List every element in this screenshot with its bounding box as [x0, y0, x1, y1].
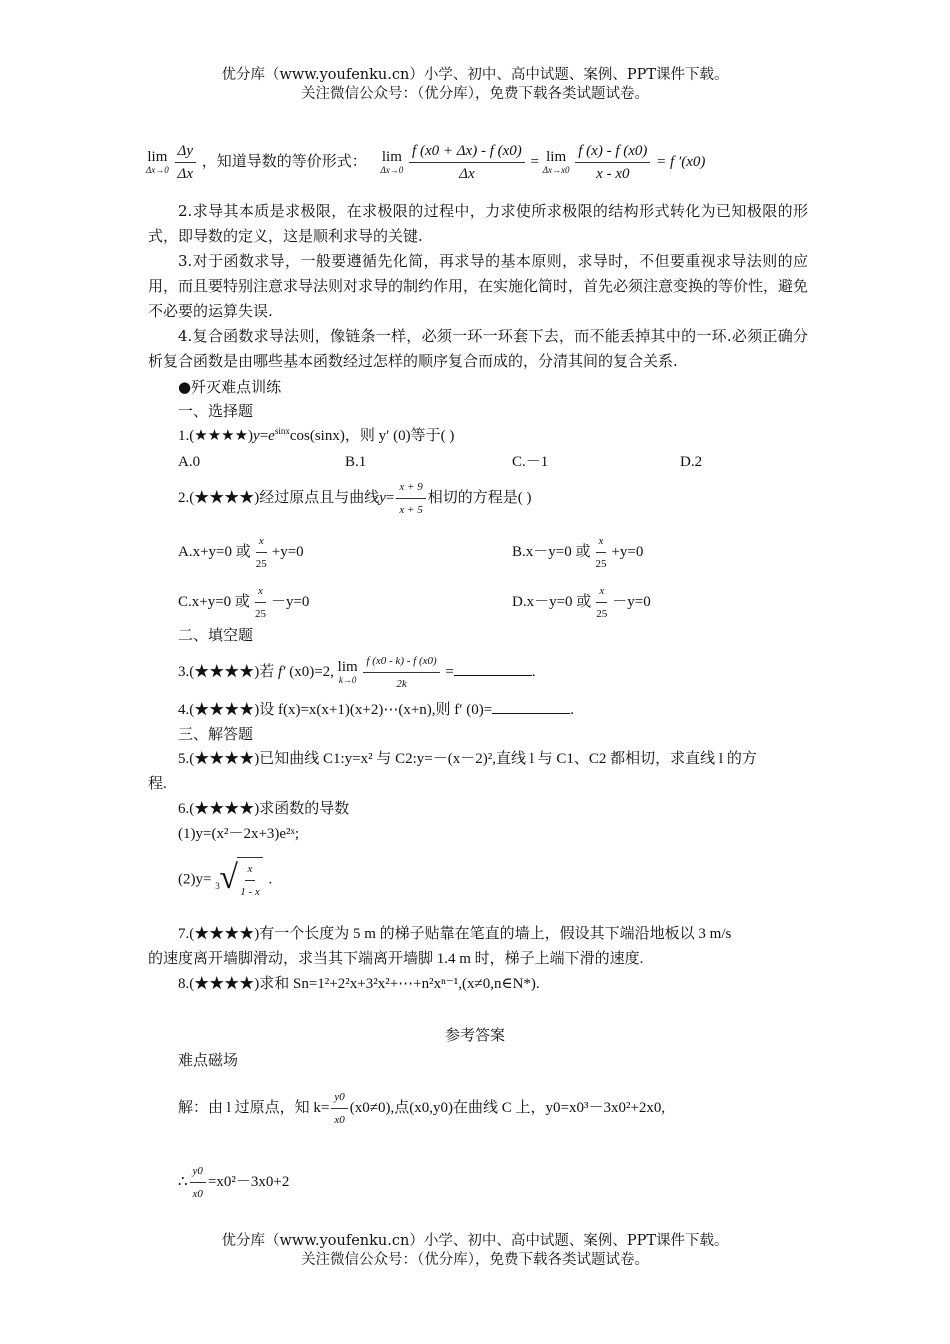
- answers-title: 参考答案: [444, 1026, 505, 1044]
- question-6-title: 6.(★★★★)求函数的导数: [178, 801, 350, 817]
- derivative-value: = f ′(x0): [656, 153, 706, 170]
- question-7-line-2: 的速度离开墙脚滑动，求当其下端离开墙脚 1.4 m 时，梯子上端下滑的速度.: [148, 951, 644, 967]
- difference-quotient-1: $\frac{f (x0 + \Delta x) - f (x0)}{\Delta x}$: [409, 140, 525, 185]
- page-header: [0, 66, 950, 104]
- header-line-1: 优分库（www.youfenku.cn）小学、初中、高中试题、案例、PPT课件下载。: [221, 67, 729, 83]
- delta-fraction: $\frac{\Delta y}{\Delta x}$: [175, 140, 196, 185]
- curve-fraction: $\frac{x + 9}{x + 5}$: [396, 476, 425, 521]
- point-4: 4.复合函数求导法则，像链条一样，必须一环一环套下去，而不能丢掉其中的一环.必须正确分析复合函数是由哪些基本函数经过怎样的顺序复合而成的，分清其间的复合关系.: [148, 327, 808, 370]
- solution-line-2: ∴ $\frac{y0}{x0}$ =x0²－3x0+2: [178, 1160, 289, 1205]
- question-4: 4.(★★★★)设 f(x)=x(x+1)(x+2)⋯(x+n),则 f′ (0)= .: [178, 699, 574, 721]
- cube-root: 3 √ $\frac{x}{1 - x}$: [215, 857, 265, 903]
- q1-option-a: A.0: [178, 454, 201, 470]
- q1-option-c: C.－1: [512, 454, 549, 470]
- intro-text: ，知道导数的等价形式：: [201, 153, 367, 170]
- q4-answer-blank: [492, 699, 570, 714]
- question-1: $1.(★★★★)y=e^{sinx}\cos(\sin x)$，则 y′ (0)等于( ): [178, 426, 455, 444]
- difference-quotient-2: $\frac{f (x) - f (x0)}{x - x0}$: [575, 140, 650, 185]
- point-2: 2.求导其本质是求极限，在求极限的过程中，力求使所求极限的结构形式转化为已知极限的形式，即导数的定义，这是顺利求导的关键.: [148, 202, 808, 245]
- limit-operator-2: lim Δx→0: [380, 149, 404, 175]
- training-title: ●歼灭难点训练: [178, 378, 282, 396]
- limit-operator-3: lim Δx→x0: [542, 149, 570, 175]
- q2-option-c: C.x+y=0 或 $\frac{x}{25}$ －y=0: [178, 580, 309, 625]
- q2-option-d: D.x－y=0 或 $\frac{x}{25}$ －y=0: [512, 580, 651, 625]
- q1-option-b: B.1: [345, 454, 367, 470]
- question-7-line-1: 7.(★★★★)有一个长度为 5 m 的梯子贴靠在笔直的墙上，假设其下端沿地板以 3 m/s: [178, 926, 732, 942]
- footer-line-1: 优分库（www.youfenku.cn）小学、初中、高中试题、案例、PPT课件下载。: [221, 1233, 729, 1249]
- section-choice: 一、选择题: [178, 402, 254, 420]
- question-2: 2.(★★★★)经过原点且与曲线y= $\frac{x + 9}{x + 5}$ 相切的方程是( ): [178, 476, 531, 521]
- derivative-equivalent-form: lim Δx→0 $\frac{\Delta y}{\Delta x}$ ，知道导数的等价形式： lim Δx→0 $\frac{f (x0 + \Delta x) - f (x0)}{\Delta x}$ = lim Δx→x0 $\frac{f (x) - f (x0)}{x - x0}$ = f ′(x0): [146, 140, 705, 185]
- q2-option-b: B.x－y=0 或 $\frac{x}{25}$ +y=0: [512, 530, 643, 575]
- answers-subtitle: 难点磁场: [178, 1051, 239, 1069]
- section-fill: 二、填空题: [178, 626, 254, 644]
- footer-line-2: 关注微信公众号：（优分库），免费下载各类试题试卷。: [301, 1252, 649, 1268]
- question-6-part-2: (2)y= 3 √ $\frac{x}{1 - x}$ .: [178, 857, 272, 903]
- q3-answer-blank: [454, 661, 532, 676]
- question-8: 8.(★★★★)求和 Sn=1²+2²x+3²x²+⋯+n²xⁿ⁻¹,(x≠0,n∈N*).: [178, 976, 540, 992]
- solution-line-1: 解：由 l 过原点，知 k= $\frac{y0}{x0}$ (x0≠0),点(x0,y0)在曲线 C 上，y0=x0³－3x0²+2x0,: [178, 1086, 665, 1131]
- question-6-part-1: (1)y=(x²－2x+3)e²ˣ;: [178, 826, 300, 842]
- question-5-line-2: 程.: [148, 776, 167, 792]
- page-footer: [0, 1232, 950, 1270]
- q1-option-d: D.2: [680, 454, 703, 470]
- question-5-line-1: 5.(★★★★)已知曲线 C1:y=x² 与 C2:y=－(x－2)²,直线 l 与 C1、C2 都相切，求直线 l 的方: [178, 751, 757, 767]
- header-line-2: 关注微信公众号：（优分库），免费下载各类试题试卷。: [301, 86, 649, 102]
- question-3: 3.(★★★★)若 f′ (x0)=2, lim k→0 $\frac{f (x0 - k) - f (x0)}{2k}$ = .: [178, 650, 536, 695]
- limit-operator: lim Δx→0: [146, 149, 169, 175]
- point-3: 3.对于函数求导，一般要遵循先化简，再求导的基本原则，求导时，不但要重视求导法则的应用，而且要特别注意求导法则对求导的制约作用，在实施化简时，首先必须注意变换的等价性，避免不必要的运算失误.: [148, 252, 809, 320]
- section-answer: 三、解答题: [178, 725, 254, 743]
- q2-option-a: A.x+y=0 或 $\frac{x}{25}$ +y=0: [178, 530, 304, 575]
